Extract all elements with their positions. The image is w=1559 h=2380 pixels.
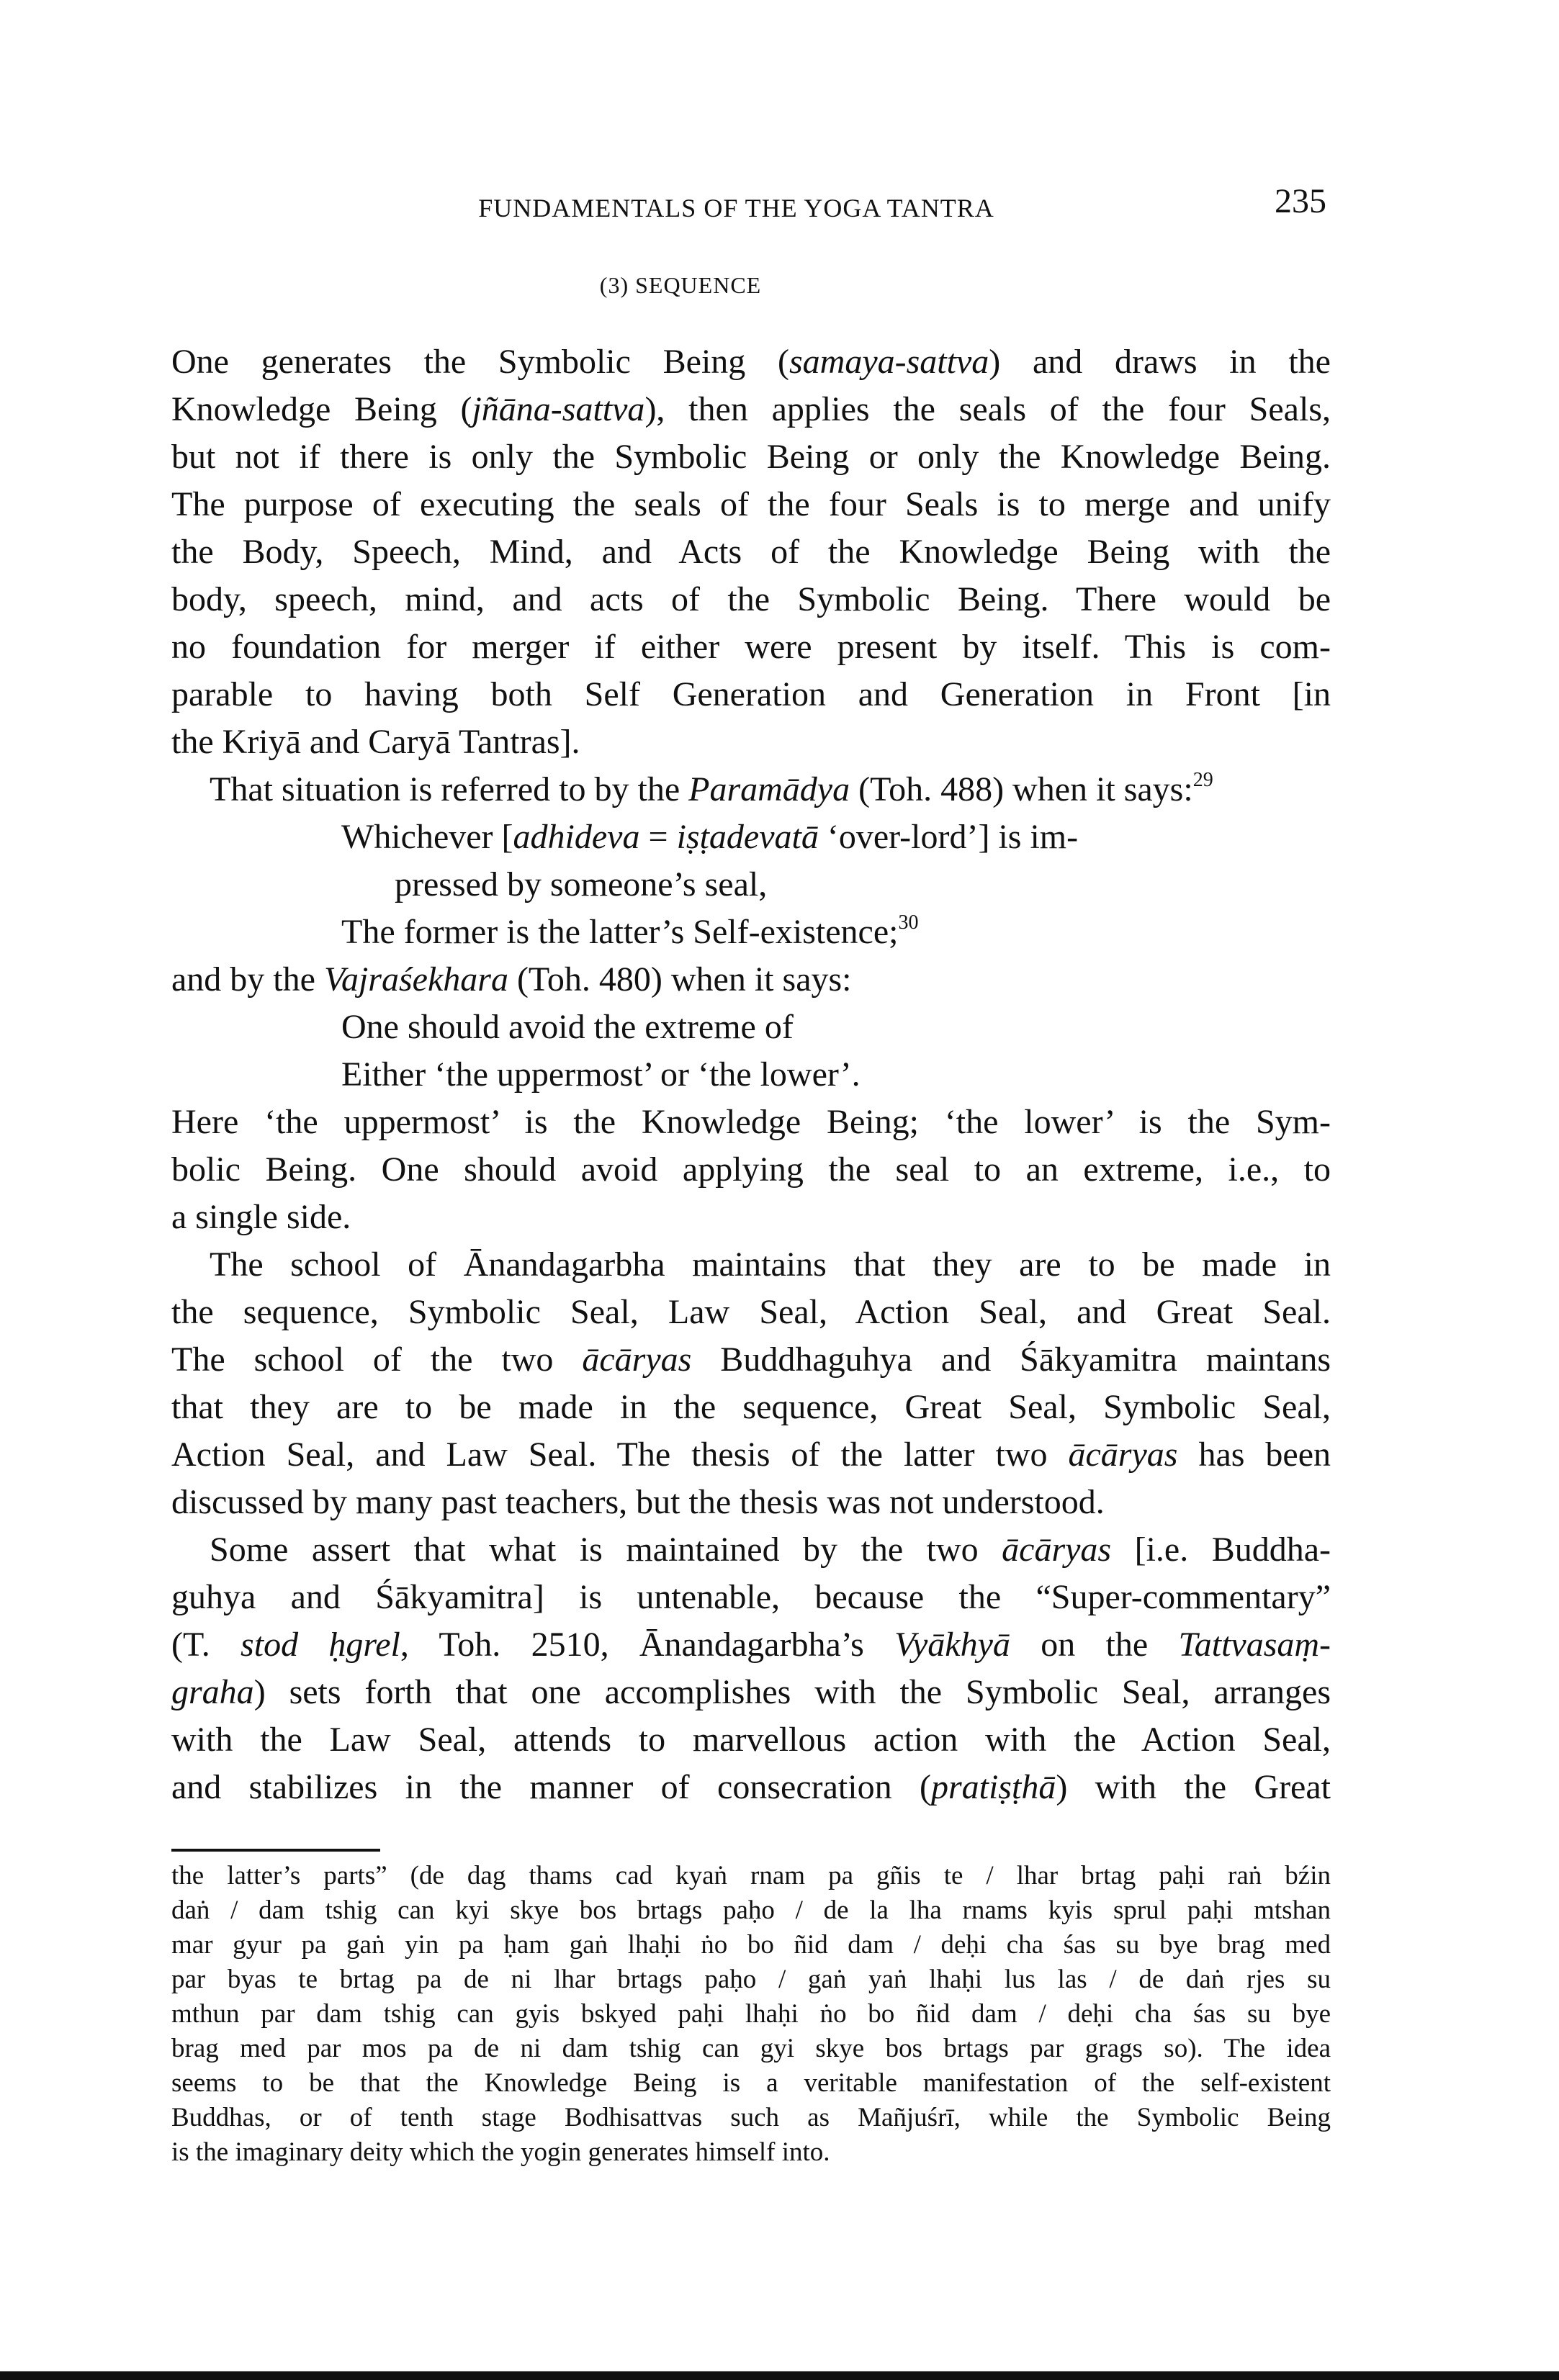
text-line: One should avoid the extreme of (341, 1008, 794, 1046)
italic-term: ācāryas (1068, 1435, 1178, 1474)
paragraph (171, 1526, 1331, 1811)
text-line: no foundation for merger if either were present by itself. This is com- (171, 628, 1331, 666)
text-line: but not if there is only the Symbolic Being or only the Knowledge Being. (171, 438, 1331, 476)
footnote-line: the latter’s parts” (de dag thams cad kyaṅ rnam pa gñis te / lhar brtag paḥi raṅ bźin (171, 1861, 1331, 1890)
text-line: graha) sets forth that one accomplishes with the Symbolic Seal, arranges (171, 1673, 1331, 1711)
text-line: that they are to be made in the sequence, Great Seal, Symbolic Seal, (171, 1388, 1331, 1426)
paragraph (171, 338, 1331, 766)
running-title: FUNDAMENTALS OF THE YOGA TANTRA (478, 194, 994, 222)
text-line: Knowledge Being (jñāna-sattva), then applies the seals of the four Seals, (171, 390, 1331, 428)
verse-quote (171, 813, 1331, 956)
text-line: The former is the latter’s Self-existence;$^{30}$ (341, 911, 919, 951)
italic-term: Tattvasaṃ- (1178, 1626, 1331, 1664)
footnote (171, 1859, 1331, 2170)
text-line: discussed by many past teachers, but the thesis was not understood. (171, 1483, 1105, 1521)
paragraph (171, 1241, 1331, 1526)
text-line: Either ‘the uppermost’ or ‘the lower’. (341, 1055, 861, 1094)
paragraph (171, 956, 1331, 1004)
footnote-rule (171, 1849, 380, 1852)
italic-term: Vyākhyā (894, 1626, 1010, 1664)
text-line: the sequence, Symbolic Seal, Law Seal, Action Seal, and Great Seal. (171, 1293, 1331, 1331)
footnote-ref: 30 (898, 911, 919, 934)
text-line: pressed by someone’s seal, (395, 865, 768, 903)
text-line: and by the Vajraśekhara (Toh. 480) when it says: (171, 960, 852, 999)
text-line: The school of the two ācāryas Buddhaguhya and Śākyamitra maintans (171, 1340, 1331, 1379)
page-number: 235 (1275, 182, 1326, 220)
text-line: One generates the Symbolic Being (samaya-sattva) and draws in the (171, 343, 1331, 381)
text-line: Here ‘the uppermost’ is the Knowledge Being; ‘the lower’ is the Sym- (171, 1103, 1331, 1141)
scan-edge (0, 2371, 1559, 2380)
text-line: the Kriyā and Caryā Tantras]. (171, 723, 580, 761)
footnote-line: daṅ / dam tshig can kyi skye bos brtags paḥo / de la lha rnams kyis sprul paḥi mtshan (171, 1896, 1331, 1925)
italic-term: ācāryas (1002, 1531, 1112, 1569)
italic-term: graha (171, 1673, 254, 1711)
footnote-line: mar gyur pa gaṅ yin pa ḥam gaṅ lhaḥi ṅo bo ñid dam / deḥi cha śas su bye brag med (171, 1930, 1331, 1960)
text-line: Action Seal, and Law Seal. The thesis of the latter two ācāryas has been (171, 1435, 1331, 1474)
footnote-line: is the imaginary deity which the yogin generates himself into. (171, 2137, 830, 2167)
paragraph (171, 1099, 1331, 1241)
italic-term: adhideva (513, 818, 640, 856)
footnote-ref: 29 (1192, 769, 1213, 791)
text-line: a single side. (171, 1198, 351, 1236)
footnote-line: seems to be that the Knowledge Being is a veritable manifestation of the self-existent (171, 2068, 1331, 2098)
italic-term: stod ḥgrel (241, 1626, 400, 1664)
text-line: The purpose of executing the seals of the four Seals is to merge and unify (171, 485, 1331, 523)
text-line: Some assert that what is maintained by the two ācāryas [i.e. Buddha- (210, 1531, 1331, 1569)
footnote-line: mthun par dam tshig can gyis bskyed paḥi lhaḥi ṅo bo ñid dam / deḥi cha śas su bye (171, 1999, 1331, 2029)
text-line: and stabilizes in the manner of consecration (pratiṣṭhā) with the Great (171, 1768, 1331, 1806)
footnote-line: Buddhas, or of tenth stage Bodhisattvas such as Mañjuśrī, while the Symbolic Being (171, 2103, 1331, 2132)
text-line: parable to having both Self Generation and Generation in Front [in (171, 675, 1331, 713)
italic-term: jñāna-sattva (472, 390, 645, 428)
text-line: That situation is referred to by the Paramādya (Toh. 488) when it says:$^{29}$ (210, 769, 1213, 808)
footnote-line: brag med par mos pa de ni dam tshig can gyi skye bos brtags par grags so). The idea (171, 2034, 1331, 2063)
section-heading: (3) SEQUENCE (599, 272, 762, 298)
paragraph (171, 766, 1331, 813)
text-line: (T. stod ḥgrel, Toh. 2510, Ānandagarbha’s Vyākhyā on the Tattvasaṃ- (171, 1626, 1331, 1664)
text-line: bolic Being. One should avoid applying the seal to an extreme, i.e., to (171, 1150, 1331, 1189)
italic-term: Paramādya (688, 770, 850, 808)
italic-term: Vajraśekhara (323, 960, 508, 999)
body-text (171, 338, 1331, 1811)
text-line: the Body, Speech, Mind, and Acts of the Knowledge Being with the (171, 533, 1331, 571)
footnote-line: par byas te brtag pa de ni lhar brtags paḥo / gaṅ yaṅ lhaḥi lus las / de daṅ rjes su (171, 1965, 1331, 1994)
italic-term: pratiṣṭhā (930, 1768, 1056, 1806)
text-line: with the Law Seal, attends to marvellous action with the Action Seal, (171, 1721, 1331, 1759)
italic-term: iṣṭadevatā (676, 818, 819, 856)
verse-quote (171, 1004, 1331, 1099)
text-line: guhya and Śākyamitra] is untenable, because the “Super-commentary” (171, 1578, 1331, 1616)
italic-term: samaya-sattva (789, 343, 989, 381)
italic-term: ācāryas (582, 1340, 692, 1379)
text-line: The school of Ānandagarbha maintains that they are to be made in (210, 1245, 1331, 1284)
text-line: body, speech, mind, and acts of the Symbolic Being. There would be (171, 580, 1331, 618)
text-line: Whichever [adhideva = iṣṭadevatā ‘over-lord’] is im- (341, 818, 1079, 856)
